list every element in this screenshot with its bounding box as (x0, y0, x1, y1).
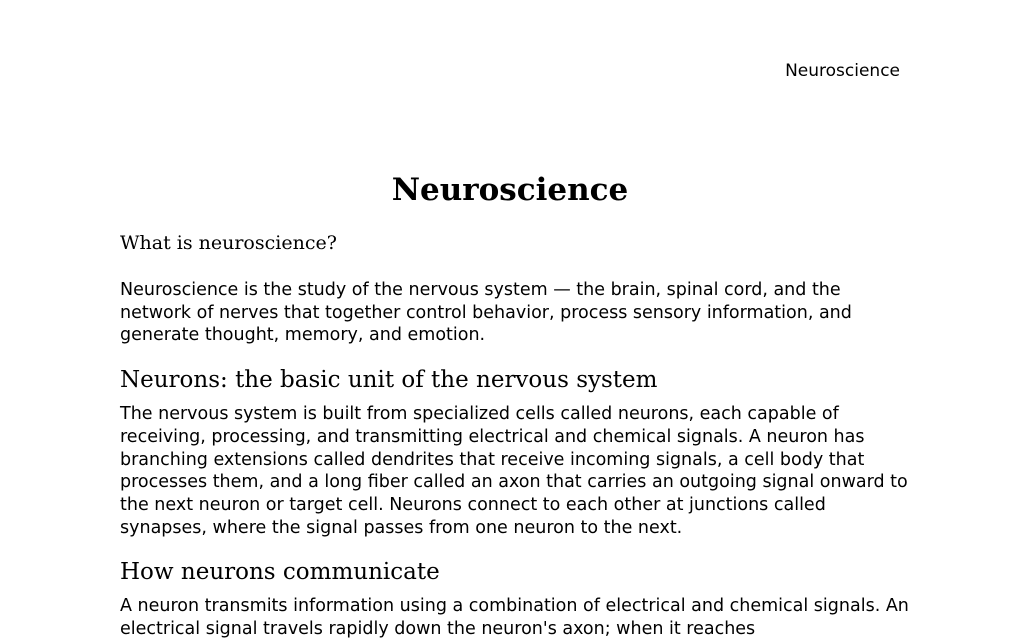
section-heading-communication: How neurons communicate (120, 559, 440, 586)
section-body-communication: A neuron transmits information using a combination of electrical and chemical signals. An electrical signal travels rapidly down the neuron's axon; when it reaches (120, 596, 909, 640)
intro-paragraph: Neuroscience is the study of the nervous system — the brain, spinal cord, and the network of nerves that together control behavior, process sensory information, and generate thought, memory, and emotion. (120, 280, 852, 346)
document-subtitle: What is neuroscience? (120, 232, 337, 254)
running-header: Neuroscience (785, 61, 900, 81)
document-body (120, 279, 910, 641)
document-title: Neuroscience (391, 172, 629, 208)
section-body-neurons: The nervous system is built from specialized cells called neurons, each capable of receiving, processing, and transmitting electrical and chemical signals. A neuron has branching extensions called dendrites that receive incoming signals, a cell body that processes them, and a long fiber called an axon that carries an outgoing signal onward to the next neuron or target cell. Neurons connect to each other at junctions called synapses, where the signal passes from one neuron to the next. (120, 404, 908, 538)
section-heading-neurons: Neurons: the basic unit of the nervous system (120, 367, 658, 394)
